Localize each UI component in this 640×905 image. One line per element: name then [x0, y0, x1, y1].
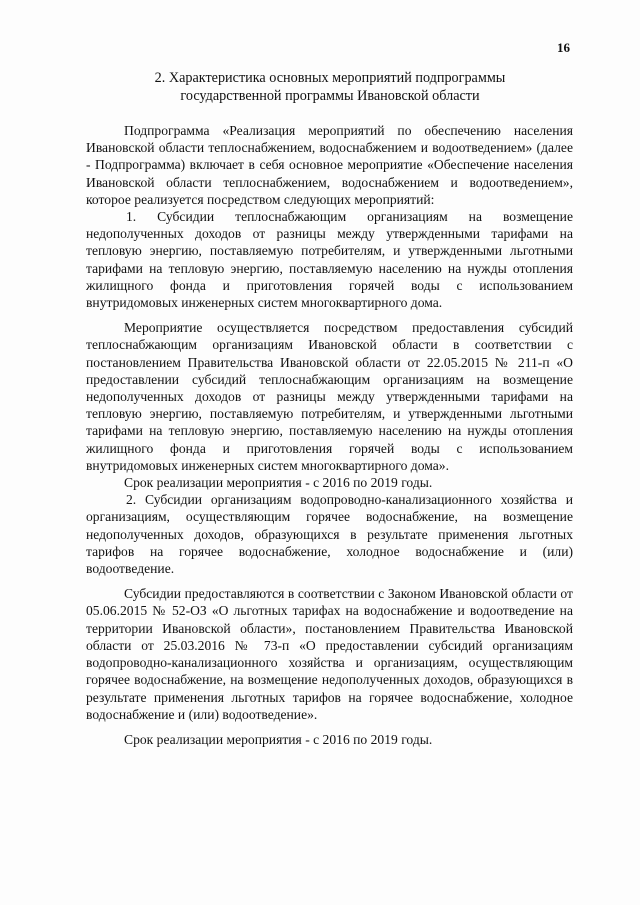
- section-heading: [80, 70, 580, 105]
- measure-2-term-paragraph: Срок реализации мероприятия - с 2016 по 2019 годы.: [124, 731, 433, 747]
- measure-1-term-paragraph: Срок реализации мероприятия - с 2016 по 2019 годы.: [124, 475, 433, 491]
- paragraph-spacer: [86, 577, 573, 585]
- measure-1-details-paragraph: Мероприятие осуществляется посредством предоставления субсидий теплоснабжающим организациям Ивановской области в соответствии с постановлением Правительства Ивановской области от 22.05.2015 № 211-п «О предоставлении субсидий теплоснабжающим организациям на возмещение недополученных доходов от разницы между утвержденными тарифами на тепловую энергию, поставляемую потребителям, и утвержденными льготными тарифами на тепловую энергию, поставляемую населению на нужды отопления жилищного фонда и приготовления горячей воды с использованием внутридомовых инженерных систем многоквартирного дома».: [86, 320, 573, 473]
- paragraph-spacer: [86, 723, 573, 731]
- paragraph-spacer: [86, 311, 573, 319]
- body-text: [86, 122, 573, 748]
- page-number: 16: [557, 40, 570, 55]
- section-heading-line-1: 2. Характеристика основных мероприятий подпрограммы: [154, 70, 506, 86]
- measure-1-paragraph: 1. Субсидии теплоснабжающим организациям на возмещение недополученных доходов от разницы между утвержденными тарифами на тепловую энергию, поставляемую потребителям, и утвержденными льготными тарифами на тепловую энергию, поставляемую населению на нужды отопления жилищного фонда и приготовления горячей воды с использованием внутридомовых инженерных систем многоквартирного дома.: [86, 209, 573, 311]
- section-heading-line-2: государственной программы Ивановской области: [180, 87, 480, 104]
- measure-2-paragraph: 2. Субсидии организациям водопроводно-канализационного хозяйства и организациям, осуществляющим горячее водоснабжение, на возмещение недополученных доходов, образующихся в результате применения льготных тарифов на горячее водоснабжение, холодное водоснабжение и (или) водоотведение.: [86, 492, 573, 577]
- measure-2-details-paragraph: Субсидии предоставляются в соответствии с Законом Ивановской области от 05.06.2015 № 52-ОЗ «О льготных тарифах на водоснабжение и водоотведение на территории Ивановской области», постановлением Правительства Ивановской области от 25.03.2016 № 73-п «О предоставлении субсидий организациям водопроводно-канализационного хозяйства и организациям, осуществляющим горячее водоснабжение, на возмещение недополученных доходов, образующихся в результате применения льготных тарифов на горячее водоснабжение, холодное водоснабжение и (или) водоотведение».: [86, 586, 573, 722]
- intro-paragraph: Подпрограмма «Реализация мероприятий по обеспечению населения Ивановской области теплоснабжением, водоснабжением и водоотведением» (далее - Подпрограмма) включает в себя основное мероприятие «Обеспечение населения Ивановской области теплоснабжением, водоснабжением и водоотведением», которое реализуется посредством следующих мероприятий:: [86, 123, 573, 207]
